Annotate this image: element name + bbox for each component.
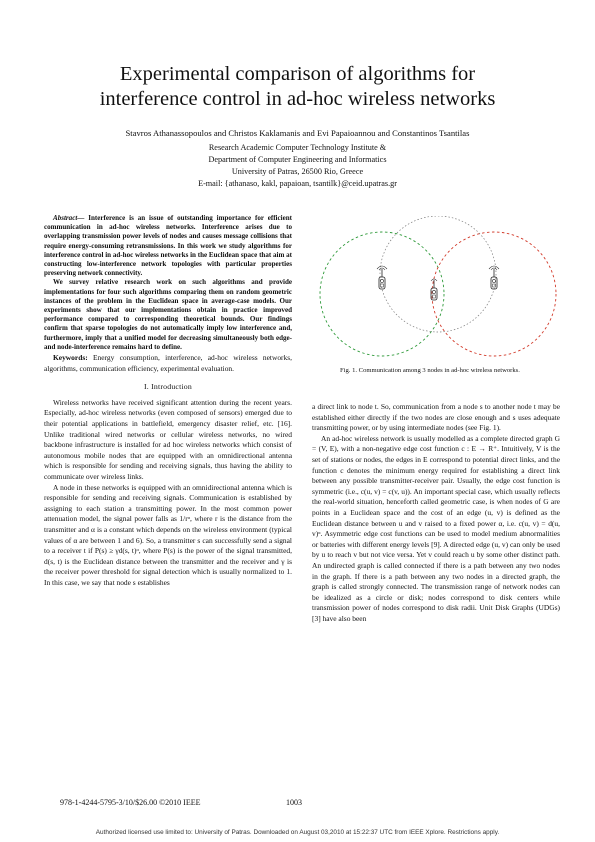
abstract-p1: Abstract— Interference is an issue of outstanding importance for efficient communication in ad-hoc wireless networks. Interference arises due to overlapping transmission power levels of nodes and causes message collisions that require energy-consuming retransmissions. In this work we study algorithms for interference control in ad-hoc wireless networks in the Euclidean space that aim at constructing low-interference network topologies with particular properties preserving network connectivity. — [44, 214, 292, 278]
node-right-icon — [489, 266, 499, 289]
email-line: E-mail: {athanaso, kakl, papaioan, tsantilk}@ceid.upatras.gr — [198, 179, 397, 188]
abstract-text-1: Interference is an issue of outstanding importance for efficient communication in ad-hoc wireless networks. Interference arises due to overlapping transmission power levels of nodes and causes message collisions that require energy-consuming retransmissions. In this work we study algorithms for interference control in ad-hoc wireless networks in the Euclidean space that aim at constructing low-interference network topologies with particular properties preserving network connectivity. — [44, 214, 292, 278]
right-p1: a direct link to node t. So, communication from a node s to another node t may be established either directly if the two nodes are close enough and s uses adequate transmitting power, or by using intermediate nodes (see Fig. 1). — [312, 402, 560, 433]
node-left-icon — [377, 266, 387, 289]
right-p2: An ad-hoc wireless network is usually modelled as a complete directed graph G = (V, E), with a non-negative edge cost function c : E → R⁺. Intuitively, V is the set of stations or nodes, the edges in E correspond to potential direct links, and the function c denotes the minimum energy required for establishing a direct link between any possible transmitter-receiver pair. Usually, the edge cost function is symmetric (i.e., c(u, v) = c(v, u)). An important special case, which usually reflects the real-world situation, henceforth called geometric case, is when nodes of G are points in a Euclidean space and the cost of an edge (u, v) is defined as the Euclidean distance between u and v raised to a fixed power α, i.e. c(u, v) = d(u, v)ᵅ. Asymmetric edge cost functions can be used to model medium abnormalities or batteries with different energy levels [9]. A directed edge (u, v) can only be used by u to reach v but not vice versa. Yet v could reach u by some other distinct path. An undirected graph is called connected if there is a path between any two nodes in the graph. If there is a path between any two nodes in a directed graph, the graph is called strongly connected. The transmission range of network nodes can be idealized as a circle or disk; nodes correspond to disk centers while transmission power of nodes correspond to disk radii. Unit Disk Graphs (UDGs) [3] have also been — [312, 433, 560, 623]
range-circle-middle — [380, 216, 496, 332]
title-line-1: Experimental comparison of algorithms for — [119, 63, 476, 85]
page-number: 1003 — [286, 798, 302, 807]
isbn-footer: 978-1-4244-5795-3/10/$26.00 ©2010 IEEE — [60, 798, 201, 807]
abstract-label: Abstract — [53, 214, 78, 222]
affiliation-line: University of Patras, 26500 Rio, Greece — [231, 167, 364, 176]
left-column — [44, 214, 292, 589]
affiliation-line: Department of Computer Engineering and Informatics — [208, 155, 387, 164]
author-list: Stavros Athanassopoulos and Christos Kaklamanis and Evi Papaioannou and Constantinos Tsantilas — [125, 128, 470, 138]
abstract-p2: We survey relative research work on such algorithms and provide implementations for four such algorithms comparing them on random geometric instances of the problem in the Euclidean space in average-case models. Our experiments show that our implementations obtain in practice improved performance compared to corresponding theoretical bounds. Our findings confirm that sparse topologies do not automatically imply low interference and, furthermore, imply that a unified model for decreasing simultaneously both edge- and node-interference remains hard to define. — [44, 278, 292, 351]
keywords — [44, 353, 292, 374]
figure-1 — [316, 216, 560, 362]
paper-title — [40, 62, 555, 112]
range-circle-left — [320, 232, 444, 356]
section-heading: I. Introduction — [143, 382, 193, 392]
title-line-2: interference control in ad-hoc wireless networks — [99, 88, 496, 110]
keywords-text: Energy consumption, interference, ad-hoc wireless networks, algorithms, communication efficiency, experimental evaluation. — [44, 353, 292, 373]
figure-diagram — [316, 216, 560, 362]
intro-p2: A node in these networks is equipped with an omnidirectional antenna which is responsible for sending and receiving signals. Communication is established by assigning to each station a transmitting power. In the most common power attenuation model, the signal power falls as 1/rᵅ, where r is the distance from the transmitter and α is a constant which depends on the wireless environment (typical values of α are between 1 and 6). So, a transmitter s can successfully send a signal to a receiver t if P(s) ≥ γd(s, t)ᵅ, where P(s) is the power of the signal transmitted, d(s, t) is the Euclidean distance between the transmitter and the receiver and γ is the receiver power threshold for signal detection which is usually normalized to 1. In this case, we say that node s establishes — [44, 482, 292, 587]
range-circle-right — [432, 232, 556, 356]
right-column — [312, 402, 560, 624]
keywords-label: Keywords: — [53, 353, 88, 363]
license-note: Authorized licensed use limited to: University of Patras. Downloaded on August 03,2010 at 15:22:37 UTC from IEEE Xplore. Restrictions apply. — [95, 829, 500, 836]
figure-caption: Fig. 1. Communication among 3 nodes in ad-hoc wireless networks. — [340, 367, 520, 374]
intro-p1: Wireless networks have received significant attention during the recent years. Especially, ad-hoc wireless networks (even composed of sensors) emerged due to their potential applications in battlefield, emergency disaster relief, etc. [16]. Unlike traditional wired networks or cellular wireless networks, no wired backbone infrastructure is installed for ad hoc wireless networks which consist of autonomous mobile nodes that are equipped with an omnidirectional antenna which is responsible for sending and receiving signals, thus having the ability to communicate over wireless links. — [44, 397, 292, 481]
affiliation-line: Research Academic Computer Technology Institute & — [208, 143, 387, 152]
